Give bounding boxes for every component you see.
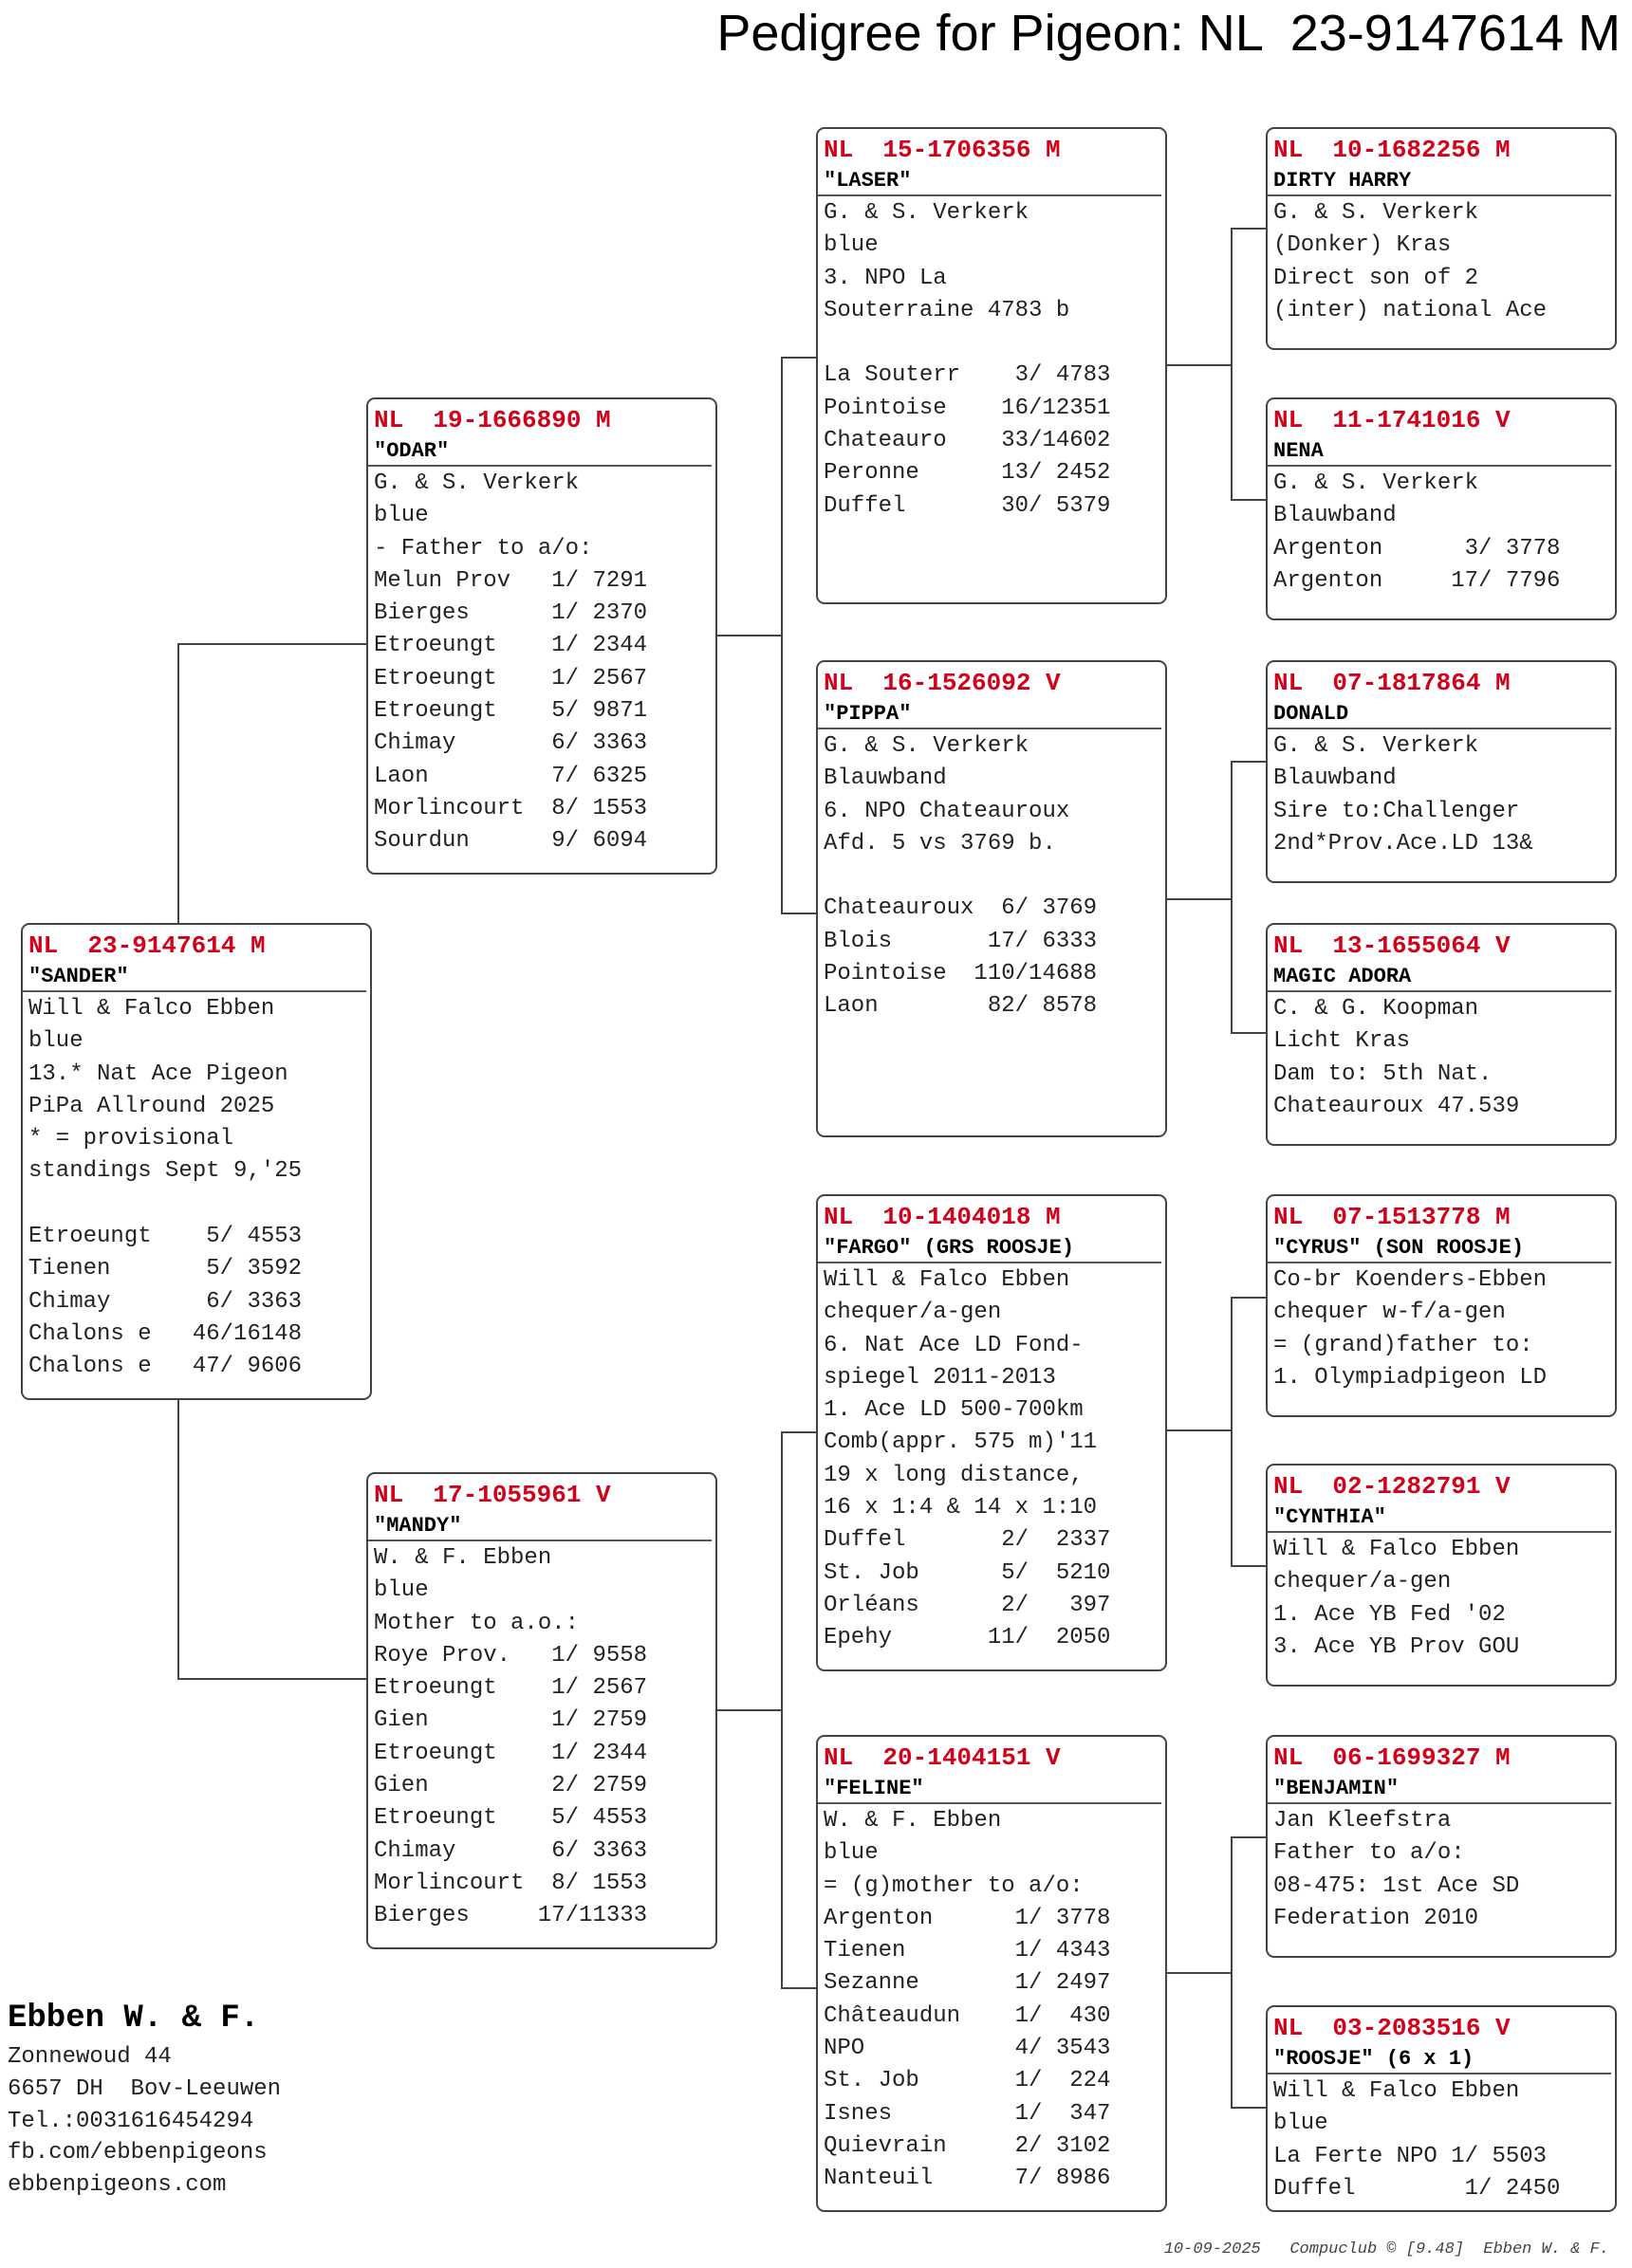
pigeon-card-ssd	[1266, 397, 1617, 620]
pigeon-info-line: 08-475: 1st Ace SD	[1273, 1872, 1520, 1899]
pigeon-card-dds	[1266, 1735, 1617, 1958]
pigeon-info-line: Blauwband	[824, 765, 947, 792]
pigeon-card-dam	[366, 1472, 717, 1949]
pigeon-info-line: blue	[374, 1577, 429, 1604]
pigeon-ring-number: NL 03-2083516 V	[1273, 2014, 1511, 2042]
pigeon-info-line: spiegel 2011-2013	[824, 1364, 1056, 1391]
pigeon-result-line: Blois 17/ 6333	[824, 928, 1098, 954]
pigeon-result-line: St. Job 1/ 224	[824, 2068, 1111, 2094]
pigeon-result-line: Morlincourt 8/ 1553	[374, 1870, 648, 1896]
pigeon-info-line: Chateauroux 47.539	[1273, 1093, 1520, 1119]
pigeon-card-dss	[1266, 1194, 1617, 1417]
pigeon-info-line: Afd. 5 vs 3769 b.	[824, 830, 1056, 857]
pigeon-card-sds	[1266, 660, 1617, 883]
pigeon-info-line: Sire to:Challenger	[1273, 798, 1520, 824]
pigeon-info-line: 1. Olympiadpigeon LD	[1273, 1364, 1548, 1391]
pigeon-result-line: Laon 7/ 6325	[374, 763, 648, 789]
pigeon-info-line: blue	[28, 1028, 83, 1055]
pigeon-result-line: Etroeungt 5/ 9871	[374, 698, 648, 725]
pigeon-result-line: Etroeungt 5/ 4553	[28, 1224, 303, 1250]
pigeon-info-line: Blauwband	[1273, 503, 1397, 529]
breeder-info	[8, 1996, 281, 2202]
pigeon-info-line: Jan Kleefstra	[1273, 1808, 1452, 1834]
pigeon-result-line: Chimay 6/ 3363	[28, 1288, 303, 1315]
pigeon-info-line	[818, 327, 1165, 360]
pigeon-info-line: 6. Nat Ace LD Fond-	[824, 1332, 1084, 1358]
pigeon-info-line: G. & S. Verkerk	[1273, 200, 1479, 226]
pigeon-info-line: 3. NPO La	[824, 265, 947, 291]
pigeon-result-line: St. Job 5/ 5210	[824, 1559, 1111, 1586]
pigeon-name: MAGIC ADORA	[1268, 963, 1611, 992]
pigeon-result-line: Etroeungt 1/ 2567	[374, 665, 648, 691]
pigeon-info-line: 6. NPO Chateauroux	[824, 798, 1070, 824]
pigeon-info-line: 3. Ace YB Prov GOU	[1273, 1633, 1520, 1660]
pigeon-ring-number: NL 07-1817864 M	[1273, 669, 1511, 697]
pigeon-ring-number: NL 11-1741016 V	[1273, 406, 1511, 434]
pigeon-info-line: 16 x 1:4 & 14 x 1:10	[824, 1495, 1098, 1521]
breeder-phone: Tel.:0031616454294	[8, 2108, 254, 2134]
pigeon-info-line: Will & Falco Ebben	[1273, 1537, 1520, 1562]
pigeon-name: "ROOSJE" (6 x 1)	[1268, 2045, 1611, 2074]
pigeon-ring-number: NL 15-1706356 M	[824, 136, 1061, 164]
pigeon-info-line: chequer w-f/a-gen	[1273, 1300, 1506, 1326]
pigeon-result-line: Gien 2/ 2759	[374, 1773, 648, 1799]
pigeon-result-line: Duffel 30/ 5379	[824, 492, 1111, 519]
pigeon-ring-number: NL 07-1513778 M	[1273, 1203, 1511, 1231]
pigeon-card-dam-dam	[816, 1735, 1167, 2212]
pigeon-ring-number: NL 10-1404018 M	[824, 1203, 1061, 1231]
pigeon-card-sss	[1266, 127, 1617, 350]
pigeon-name: DONALD	[1268, 700, 1611, 729]
pigeon-info-line: Will & Falco Ebben	[28, 996, 275, 1022]
pigeon-result-line: Orléans 2/ 397	[824, 1592, 1111, 1618]
pigeon-card-sire-sire	[816, 127, 1167, 604]
pigeon-card-dam-sire	[816, 1194, 1167, 1671]
pigeon-result-line: La Souterr 3/ 4783	[824, 362, 1111, 389]
pigeon-result-line: Argenton 3/ 3778	[1273, 535, 1561, 562]
footer-credits: 10-09-2025 Compuclub © [9.48] Ebben W. & F.	[1163, 2240, 1609, 2259]
pigeon-result-line: Argenton 1/ 3778	[824, 1905, 1111, 1931]
pigeon-result-line: Sezanne 1/ 2497	[824, 1970, 1111, 1997]
pigeon-ring-number: NL 06-1699327 M	[1273, 1743, 1511, 1772]
pigeon-result-line: Pointoise 110/14688	[824, 961, 1098, 987]
pigeon-result-line: Etroeungt 5/ 4553	[374, 1805, 648, 1832]
breeder-name: Ebben W. & F.	[8, 2001, 260, 2037]
pigeon-name: "SANDER"	[23, 963, 366, 992]
pigeon-info-line: Federation 2010	[1273, 1905, 1479, 1931]
pigeon-result-line: Quievrain 2/ 3102	[824, 2132, 1111, 2159]
pigeon-result-line: Tienen 5/ 3592	[28, 1256, 303, 1282]
pigeon-result-line: Epehy 11/ 2050	[824, 1625, 1111, 1651]
pigeon-info-line: = (g)mother to a/o:	[824, 1872, 1084, 1899]
pigeon-card-sire	[366, 397, 717, 875]
pigeon-result-line: Isnes 1/ 347	[824, 2100, 1111, 2127]
pigeon-result-line: Roye Prov. 1/ 9558	[374, 1642, 648, 1669]
pigeon-ring-number: NL 16-1526092 V	[824, 669, 1061, 697]
breeder-website: ebbenpigeons.com	[8, 2172, 227, 2199]
pigeon-result-line: NPO 4/ 3543	[824, 2036, 1111, 2062]
pigeon-result-line: Chalons e 47/ 9606	[28, 1354, 303, 1380]
page-title: Pedigree for Pigeon: NL 23-9147614 M	[716, 5, 1621, 62]
pigeon-info-line: blue	[824, 232, 879, 259]
pigeon-info-line: * = provisional	[28, 1126, 234, 1152]
pigeon-info-line: W. & F. Ebben	[374, 1545, 552, 1571]
pigeon-name: DIRTY HARRY	[1268, 167, 1611, 196]
pigeon-info-line: blue	[374, 503, 429, 529]
pigeon-ring-number: NL 23-9147614 M	[28, 931, 266, 960]
pigeon-result-line: Chateauro 33/14602	[824, 428, 1111, 454]
pigeon-card-sire-dam	[816, 660, 1167, 1137]
pigeon-info-line: Blauwband	[1273, 765, 1397, 792]
pigeon-info-line: G. & S. Verkerk	[824, 200, 1029, 226]
pigeon-info-line: Mother to a.o.:	[374, 1610, 580, 1636]
pigeon-ring-number: NL 13-1655064 V	[1273, 931, 1511, 960]
pigeon-result-line: Laon 82/ 8578	[824, 993, 1098, 1020]
breeder-address-line: Zonnewoud 44	[8, 2044, 172, 2070]
pigeon-info-line: - Father to a/o:	[374, 535, 593, 562]
pigeon-info-line: Will & Falco Ebben	[824, 1267, 1070, 1293]
pigeon-result-line: Bierges 1/ 2370	[374, 600, 648, 627]
pigeon-ring-number: NL 17-1055961 V	[374, 1481, 611, 1509]
pigeon-card-ddd	[1266, 2005, 1617, 2212]
pigeon-result-line: Tienen 1/ 4343	[824, 1938, 1111, 1964]
pigeon-result-line: Chalons e 46/16148	[28, 1320, 303, 1347]
pigeon-name: "LASER"	[818, 167, 1161, 196]
pigeon-info-line: (Donker) Kras	[1273, 232, 1452, 259]
pigeon-info-line: Comb(appr. 575 m)'11	[824, 1429, 1098, 1456]
pigeon-info-line	[818, 860, 1165, 893]
pigeon-ring-number: NL 20-1404151 V	[824, 1743, 1061, 1772]
pigeon-info-line: 19 x long distance,	[824, 1462, 1084, 1488]
pigeon-info-line	[23, 1189, 370, 1221]
pigeon-info-line: chequer/a-gen	[1273, 1569, 1452, 1595]
pigeon-card-subject	[21, 923, 372, 1400]
pigeon-name: "FELINE"	[818, 1775, 1161, 1804]
pigeon-info-line: 1. Ace LD 500-700km	[824, 1397, 1084, 1424]
pigeon-info-line: C. & G. Koopman	[1273, 996, 1479, 1022]
pigeon-result-line: Etroeungt 1/ 2344	[374, 1740, 648, 1766]
pigeon-result-line: Argenton 17/ 7796	[1273, 567, 1561, 594]
pigeon-info-line: G. & S. Verkerk	[1273, 733, 1479, 759]
pigeon-result-line: Bierges 17/11333	[374, 1903, 648, 1929]
pigeon-result-line: Pointoise 16/12351	[824, 395, 1111, 421]
pigeon-name: NENA	[1268, 437, 1611, 467]
pigeon-info-line: G. & S. Verkerk	[374, 470, 580, 496]
pigeon-info-line: blue	[1273, 2111, 1328, 2137]
pigeon-result-line: Nanteuil 7/ 8986	[824, 2166, 1111, 2192]
pigeon-info-line: = (grand)father to:	[1273, 1332, 1533, 1358]
pigeon-result-line: La Ferte NPO 1/ 5503	[1273, 2143, 1548, 2169]
pigeon-info-line: Licht Kras	[1273, 1028, 1411, 1055]
pigeon-ring-number: NL 02-1282791 V	[1273, 1472, 1511, 1501]
pigeon-result-line: Etroeungt 1/ 2344	[374, 633, 648, 659]
pigeon-info-line: 13.* Nat Ace Pigeon	[28, 1060, 288, 1087]
pigeon-info-line: G. & S. Verkerk	[824, 733, 1029, 759]
pigeon-result-line: Duffel 2/ 2337	[824, 1527, 1111, 1554]
pigeon-result-line: Melun Prov 1/ 7291	[374, 567, 648, 594]
pigeon-info-line: W. & F. Ebben	[824, 1808, 1002, 1834]
pigeon-ring-number: NL 10-1682256 M	[1273, 136, 1511, 164]
pigeon-info-line: Souterraine 4783 b	[824, 297, 1070, 323]
pigeon-name: "MANDY"	[368, 1512, 712, 1541]
pigeon-info-line: G. & S. Verkerk	[1273, 470, 1479, 496]
pigeon-info-line: Will & Falco Ebben	[1273, 2078, 1520, 2104]
pigeon-result-line: Duffel 1/ 2450	[1273, 2175, 1561, 2202]
pigeon-name: "CYNTHIA"	[1268, 1503, 1611, 1533]
pigeon-result-line: Peronne 13/ 2452	[824, 460, 1111, 487]
pigeon-name: "PIPPA"	[818, 700, 1161, 729]
pigeon-result-line: Gien 1/ 2759	[374, 1707, 648, 1734]
pigeon-ring-number: NL 19-1666890 M	[374, 406, 611, 434]
pigeon-info-line: PiPa Allround 2025	[28, 1093, 275, 1119]
breeder-address-line: 6657 DH Bov-Leeuwen	[8, 2075, 282, 2102]
pigeon-info-line: 1. Ace YB Fed '02	[1273, 1601, 1506, 1628]
pigeon-result-line: Chimay 6/ 3363	[374, 1837, 648, 1864]
pigeon-result-line: Chateauroux 6/ 3769	[824, 895, 1098, 922]
pigeon-name: "CYRUS" (SON ROOSJE)	[1268, 1234, 1611, 1263]
pigeon-info-line: chequer/a-gen	[824, 1300, 1002, 1326]
breeder-facebook: fb.com/ebbenpigeons	[8, 2140, 268, 2167]
pigeon-info-line: Direct son of 2	[1273, 265, 1479, 291]
pigeon-info-line: (inter) national Ace	[1273, 297, 1548, 323]
pigeon-info-line: Dam to: 5th Nat.	[1273, 1060, 1493, 1087]
pigeon-name: "BENJAMIN"	[1268, 1775, 1611, 1804]
pigeon-name: "ODAR"	[368, 437, 712, 467]
pigeon-result-line: Etroeungt 1/ 2567	[374, 1675, 648, 1702]
pigeon-result-line: Châteaudun 1/ 430	[824, 2002, 1111, 2029]
pigeon-result-line: Chimay 6/ 3363	[374, 730, 648, 757]
pigeon-card-sdd	[1266, 923, 1617, 1146]
pigeon-result-line: Sourdun 9/ 6094	[374, 828, 648, 855]
pigeon-info-line: Co-br Koenders-Ebben	[1273, 1267, 1548, 1293]
pigeon-info-line: blue	[824, 1840, 879, 1867]
pigeon-result-line: Morlincourt 8/ 1553	[374, 795, 648, 821]
pigeon-card-dsd	[1266, 1464, 1617, 1687]
pigeon-info-line: 2nd*Prov.Ace.LD 13&	[1273, 830, 1533, 857]
pigeon-info-line: Father to a/o:	[1273, 1840, 1465, 1867]
pigeon-info-line: standings Sept 9,'25	[28, 1158, 303, 1185]
pigeon-name: "FARGO" (GRS ROOSJE)	[818, 1234, 1161, 1263]
